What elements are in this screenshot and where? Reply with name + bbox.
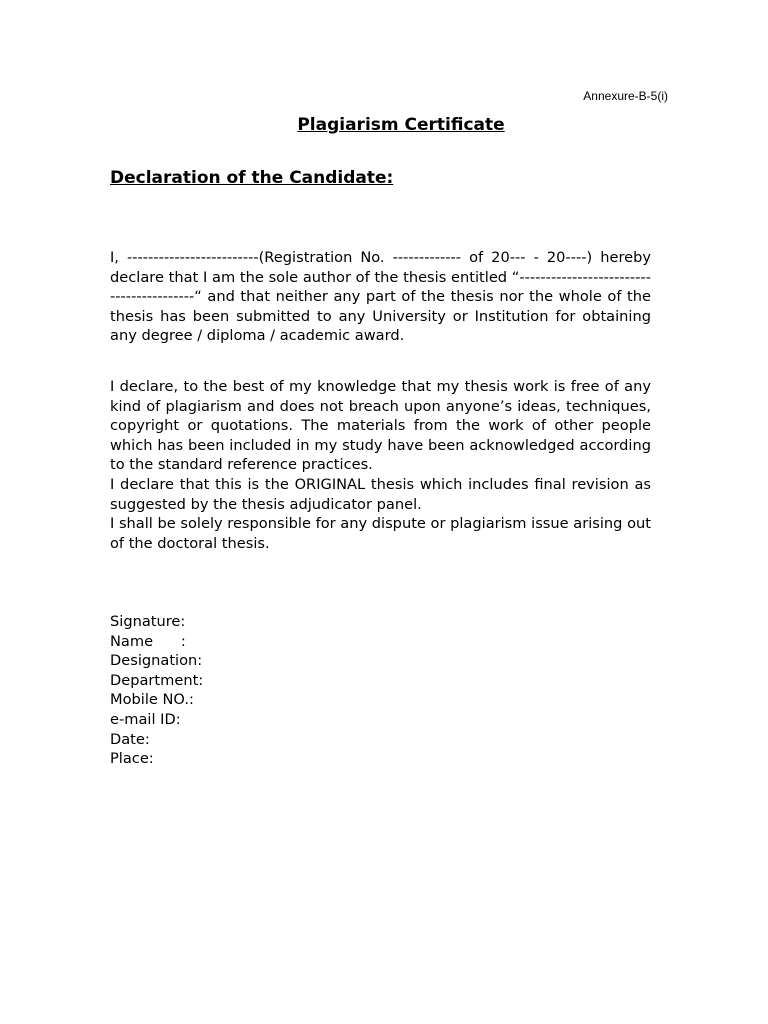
paragraph-text: I shall be solely responsible for any dispute or plagiarism issue arising out of the doctoral thesis. — [110, 515, 651, 552]
place-field-label: Place: — [110, 750, 154, 768]
paragraph-text: I declare, to the best of my knowledge that my thesis work is free of any kind of plagiarism and does not breach upon anyone’s ideas, techniques, copyright or quotations. The materials from the work of other people which has been included in my study have been acknowledged according to the standard reference practices. — [110, 378, 651, 474]
mobile-field-label: Mobile NO.: — [110, 691, 194, 709]
department-field-label: Department: — [110, 671, 204, 689]
section-heading: Declaration of the Candidate: — [110, 168, 394, 188]
name-field-label: Name : — [110, 632, 186, 650]
paragraph-text: I declare that this is the ORIGINAL thesis which includes final revision as suggested by the thesis adjudicator panel. — [110, 475, 651, 513]
signature-field-label: Signature: — [110, 613, 186, 630]
declaration-paragraph-1 — [110, 248, 651, 346]
designation-field-label: Designation: — [110, 652, 203, 670]
declaration-paragraph-2 — [110, 377, 651, 553]
email-field-label: e-mail ID: — [110, 710, 181, 728]
date-field-label: Date: — [110, 730, 150, 748]
paragraph-text: I, -------------------------(Registration No. ------------- of 20--- - 20----) hereby declare that I am the sole author of the thesis entitled “-----------------------------------------“ and that neither any part of the thesis nor the whole of the thesis has been submitted to any University or Institution for obtaining any degree / diploma / academic award. — [110, 249, 651, 345]
annexure-label: Annexure-B-5(i) — [583, 89, 668, 103]
signature-fields — [110, 612, 203, 769]
page-title: Plagiarism Certificate — [297, 115, 505, 135]
